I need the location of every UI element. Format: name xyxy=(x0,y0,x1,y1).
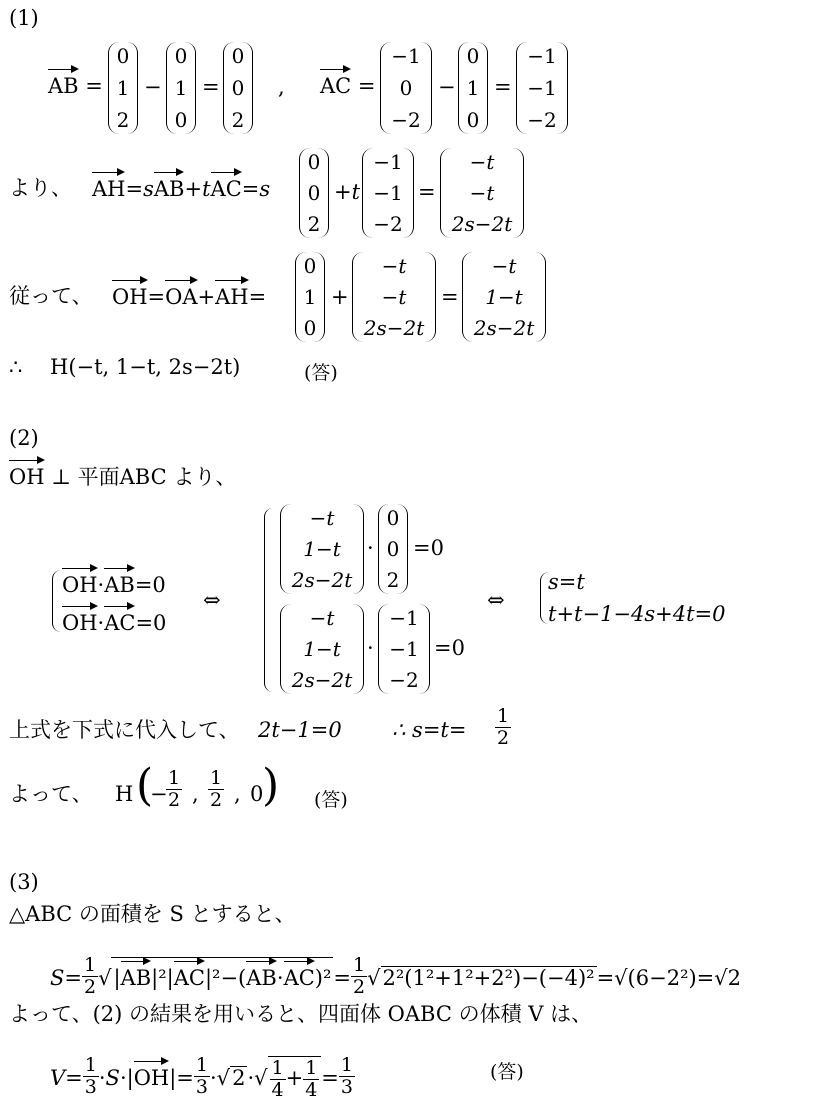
dot-oh-ac: OH·AC=0 xyxy=(62,604,166,634)
system-eq-2: t+t−1−4s+4t=0 xyxy=(548,602,726,626)
iff-1: ⇔ xyxy=(203,588,221,612)
matrix-ab: 0 0 2 xyxy=(223,42,253,134)
yori-text: より、 xyxy=(9,176,72,200)
eq-ah: AH=sAB+tAC=s xyxy=(92,170,270,200)
yotte-text: よって、 xyxy=(9,782,93,806)
answer-2-z: 0 xyxy=(250,782,264,806)
result-lhs: ∴ s=t= xyxy=(392,718,467,742)
matrix-b: 0 1 2 xyxy=(108,42,138,134)
iff-2: ⇔ xyxy=(487,588,505,612)
answer-2-x: $\frac{1}{2}$ xyxy=(168,767,181,811)
eq-ac-label: AC = xyxy=(320,67,376,97)
matrix-oh-m1: −t 1−t 2s−2t xyxy=(280,504,364,594)
answer-mark-2: (答) xyxy=(314,789,348,811)
matrix-oa: 0 1 0 xyxy=(295,252,325,342)
matrix-oh: −t 1−t 2s−2t xyxy=(462,252,546,342)
matrix-ab2: 0 0 2 xyxy=(299,148,329,238)
perpendicular-statement: OH ⊥ 平面ABC より、 xyxy=(9,458,236,488)
problem-3-label: (3) xyxy=(9,870,39,894)
area-formula: S= $\frac{1}{2}$ √|AB|²|AC|²−(AB·AC)²= $\frac{1}{2}$ √2²(1²+1²+2²)−(−4)²=√(6−2²)=√2 xyxy=(50,954,742,998)
answer-mark-3: (答) xyxy=(490,1061,524,1083)
matrix-ac-m2: −1 −1 −2 xyxy=(378,604,430,694)
shitagatte-text: 従って、 xyxy=(9,284,93,308)
matrix-ah2: −t −t 2s−2t xyxy=(352,252,436,342)
matrix-ac: −1 −1 −2 xyxy=(516,42,568,134)
therefore-sign: ∴ xyxy=(9,355,23,379)
matrix-ah: −t −t 2s−2t xyxy=(440,148,524,238)
subst-eq: 2t−1=0 xyxy=(258,718,342,742)
vector-ab: AB xyxy=(48,67,79,97)
matrix-ab-m1: 0 0 2 xyxy=(378,504,408,594)
subst-text: 上式を下式に代入して、 xyxy=(9,718,240,742)
result-half: $\frac{1}{2}$ xyxy=(497,705,510,749)
matrix-oh-m2: −t 1−t 2s−2t xyxy=(280,604,364,694)
brace-middle xyxy=(264,508,273,692)
system-eq-1: s=t xyxy=(548,570,585,594)
volume-intro: よって、(2) の結果を用いると、四面体 OABC の体積 V は、 xyxy=(9,1002,593,1026)
problem-2-label: (2) xyxy=(9,426,39,450)
matrix-ac2: −1 −1 −2 xyxy=(362,148,414,238)
dot-oh-ab: OH·AB=0 xyxy=(62,566,166,596)
answer-mark-1: (答) xyxy=(304,362,338,384)
brace-left xyxy=(52,570,61,632)
minus-sign: − xyxy=(144,75,162,99)
eq-ab-label: AB = xyxy=(48,67,103,97)
matrix-c: −1 0 −2 xyxy=(380,42,432,134)
problem-1-label: (1) xyxy=(9,6,39,30)
answer-2-h: H xyxy=(115,782,134,806)
matrix-a: 0 1 0 xyxy=(166,42,196,134)
answer-1: H(−t, 1−t, 2s−2t) xyxy=(50,355,241,379)
answer-2-y: $\frac{1}{2}$ xyxy=(210,767,223,811)
eq-oh: OH=OA+AH= xyxy=(112,278,266,308)
vector-ac: AC xyxy=(320,67,351,97)
volume-formula: V= $\frac{1}{3}$ ·S·|OH|= $\frac{1}{3}$ ·√2·√ $\frac{1}{4}$ + $\frac{1}{4}$ = $\frac{1}{3}$ xyxy=(50,1054,353,1101)
matrix-a2: 0 1 0 xyxy=(458,42,488,134)
area-intro: △ABC の面積を S とすると、 xyxy=(9,902,296,926)
